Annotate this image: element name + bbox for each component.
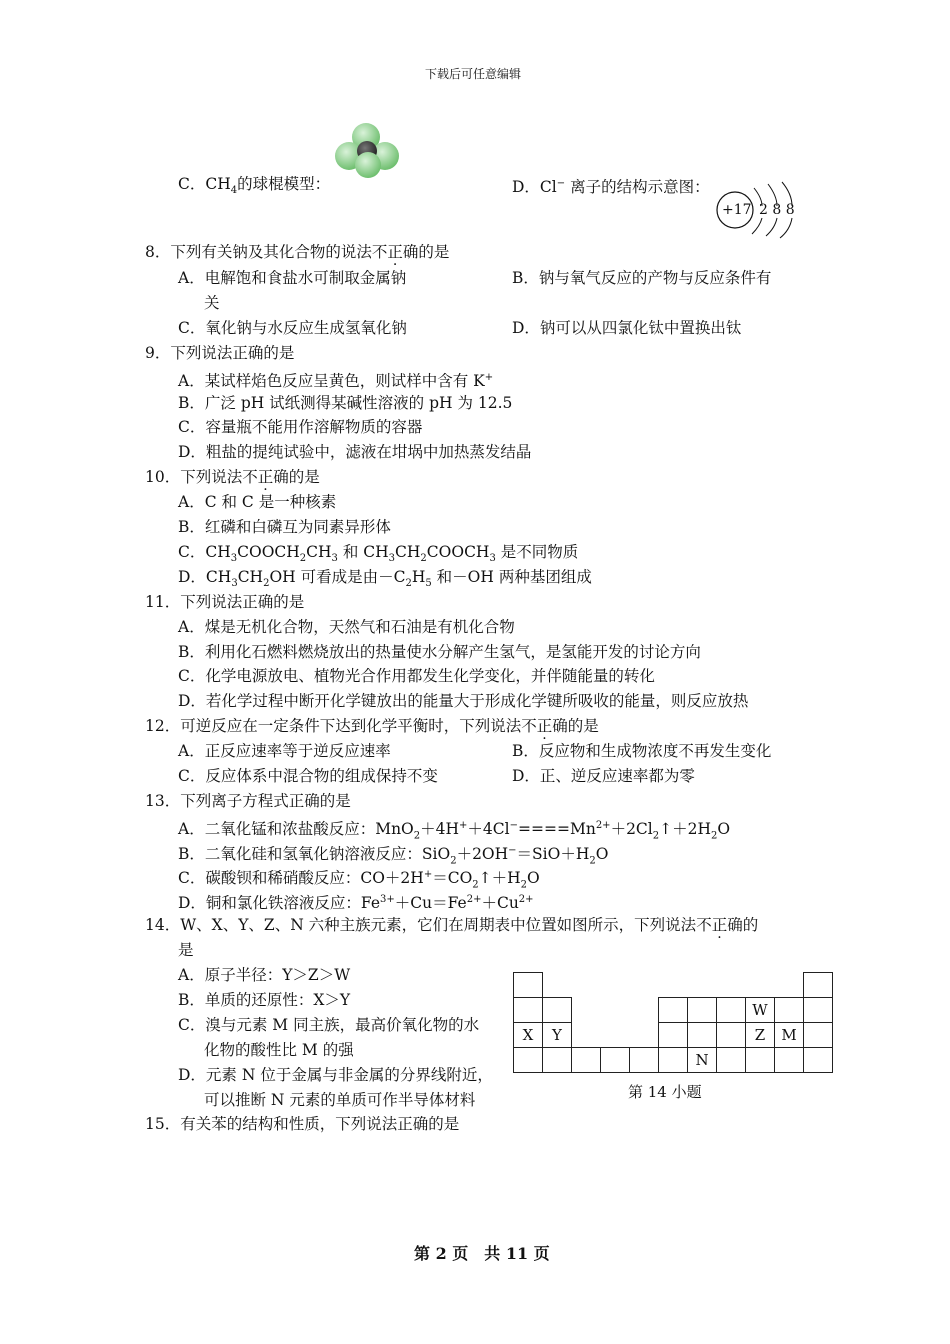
q7-option-d: D．Cl− 离子的结构示意图： [512,178,710,197]
q9-option-d: D．粗盐的提纯试验中，滤液在坩埚中加热蒸发结晶 [178,443,532,461]
pt-cell [804,973,833,998]
q12-option-b: B．反应物和生成物浓度不再发生变化 [512,742,772,760]
methane-ball-stick-model [333,122,403,180]
q9-option-b: B．广泛 pH 试纸测得某碱性溶液的 pH 为 12.5 [178,394,513,412]
pt-cell [514,1048,543,1073]
q12-option-c: C．反应体系中混合物的组成保持不变 [178,767,438,785]
q10-option-a: A．C 和 C 是一种核素 [178,493,337,511]
q11-stem: 11．下列说法正确的是 [145,593,305,611]
q14-option-a: A．原子半径：Y＞Z＞W [178,966,351,984]
pt-cell-x: X [514,1023,543,1048]
pt-cell [659,998,688,1023]
q14-stem-wrap: 是 [178,941,194,959]
pt-cell [543,998,572,1023]
q14-option-c-wrap: 化物的酸性比 M 的强 [204,1041,354,1059]
q14-option-d-wrap: 可以推断 N 元素的单质可作半导体材料 [204,1091,476,1109]
nucleus-charge: +17 [722,202,752,218]
q10-stem: 10．下列说法不正确的是 [145,468,320,486]
q13-option-a: A．二氧化锰和浓盐酸反应：$MnO_2+4H^++4Cl^-====Mn^{2+}+2Cl_2↑+2H_2O$ [178,820,731,842]
q13-stem: 13．下列离子方程式正确的是 [145,792,351,810]
q9-option-c: C．容量瓶不能用作溶解物质的容器 [178,418,423,436]
q7-option-c: C．$CH_4$的球棍模型： [178,175,331,197]
figure-caption: 第 14 小题 [628,1083,702,1101]
electron-shells: 2 8 8 [759,202,795,218]
q12-option-d: D．正、逆反应速率都为零 [512,767,695,785]
pt-cell [543,1048,572,1073]
pt-cell [601,1048,630,1073]
q13-option-b: B．二氧化硅和氢氧化钠溶液反应：$SiO_2+2OH^-=SiO+H_2O$ [178,845,609,867]
pt-cell [746,1048,775,1073]
pt-cell [514,973,543,998]
q14-option-d: D．元素 N 位于金属与非金属的分界线附近， [178,1066,493,1084]
q10-option-d: D．$CH_3CH_2OH$ 可看成是由$-C_2H_5$ 和－OH 两种基团组成 [178,568,592,590]
pt-cell-z: Z [746,1023,775,1048]
periodic-table-fragment [513,972,833,1073]
pt-cell-m: M [775,1023,804,1048]
q11-option-c: C．化学电源放电、植物光合作用都发生化学变化，并伴随能量的转化 [178,667,655,685]
pt-cell [804,998,833,1023]
q14-stem: 14．W、X、Y、Z、N 六种主族元素，它们在周期表中位置如图所示，下列说法不正确的 [145,916,759,934]
q11-option-b: B．利用化石燃料燃烧放出的热量使水分解产生氢气，是氢能开发的讨论方向 [178,643,701,661]
pt-cell [630,1048,659,1073]
pt-cell [804,1023,833,1048]
q12-stem: 12．可逆反应在一定条件下达到化学平衡时，下列说法不正确的是 [145,717,599,735]
pt-cell [717,1048,746,1073]
q10-option-b: B．红磷和白磷互为同素异形体 [178,518,391,536]
q8-stem: 8．下列有关钠及其化合物的说法不正确的是 [145,243,450,261]
q11-option-d: D．若化学过程中断开化学键放出的能量大于形成化学键所吸收的能量，则反应放热 [178,692,749,710]
q14-option-b: B．单质的还原性：X＞Y [178,991,351,1009]
pt-cell-w: W [746,998,775,1023]
page-header: 下载后可任意编辑 [425,67,522,81]
pt-cell-y: Y [543,1023,572,1048]
pt-cell [688,1023,717,1048]
q8-option-b: B．钠与氧气反应的产物与反应条件有 [512,269,772,287]
q9-option-a: A．某试样焰色反应呈黄色，则试样中含有 K+ [178,372,494,391]
q8-option-a: A．电解饱和食盐水可制取金属钠 [178,269,407,287]
pt-cell [775,1048,804,1073]
q12-option-a: A．正反应速率等于逆反应速率 [178,742,391,760]
q8-option-c: C．氧化钠与水反应生成氢氧化钠 [178,319,407,337]
q13-option-c: C．碳酸钡和稀硝酸反应：$CO+2H^+=CO_2↑+H_2O$ [178,869,540,891]
pt-cell [688,998,717,1023]
pt-cell [514,998,543,1023]
pt-cell [775,998,804,1023]
pt-cell [572,1048,601,1073]
pt-cell [717,998,746,1023]
q10-option-c: C．$CH_3COOCH_2CH_3$ 和 $CH_3CH_2COOCH_3$ 是不同物质 [178,543,579,565]
pt-cell [804,1048,833,1073]
q11-option-a: A．煤是无机化合物，天然气和石油是有机化合物 [178,618,515,636]
pt-cell [659,1048,688,1073]
q15-stem: 15．有关苯的结构和性质，下列说法正确的是 [145,1115,460,1133]
q8-option-b-wrap: 关 [204,294,220,312]
page-footer: 第 2 页 共 11 页 [414,1244,550,1263]
q9-stem: 9．下列说法正确的是 [145,344,295,362]
chloride-ion-diagram [714,180,814,240]
q13-option-d: D．铜和氯化铁溶液反应：$Fe^{3+}+Cu=Fe^{2+}+Cu^{2+}$ [178,894,534,913]
pt-cell-n: N [688,1048,717,1073]
q14-option-c: C．溴与元素 M 同主族，最高价氧化物的水 [178,1016,480,1034]
pt-cell [717,1023,746,1048]
pt-cell [659,1023,688,1048]
q8-option-d: D．钠可以从四氯化钛中置换出钛 [512,319,742,337]
